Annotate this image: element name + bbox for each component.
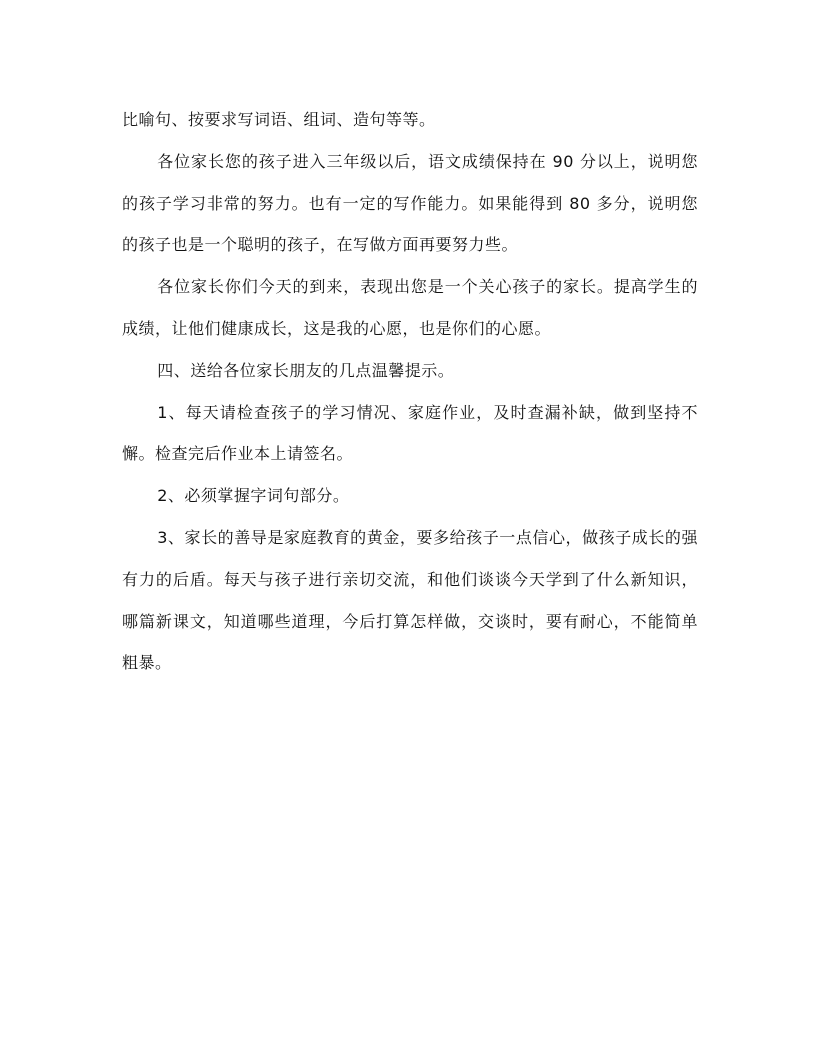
paragraph-3: 各位家长你们今天的到来，表现出您是一个关心孩子的家长。提高学生的成绩，让他们健康成长，这是我的心愿，也是你们的心愿。 (122, 277, 698, 338)
section-heading-4: 四、送给各位家长朋友的几点温馨提示。 (157, 360, 455, 380)
paragraph-1: 比喻句、按要求写词语、组词、造句等等。 (122, 110, 436, 129)
paragraph-2: 各位家长您的孩子进入三年级以后，语文成绩保持在 90 分以上，说明您的孩子学习非常的努力。也有一定的写作能力。如果能得到 80 多分，说明您的孩子也是一个聪明的孩子，在写做方面再要努力些。 (122, 151, 698, 255)
tip-2: 2、必须掌握字词句部分。 (157, 486, 350, 506)
tip-1: 1、每天请检查孩子的学习情况、家庭作业，及时查漏补缺，做到坚持不懈。检查完后作业本上请签名。 (122, 402, 698, 464)
tip-3: 3、家长的善导是家庭教育的黄金，要多给孩子一点信心，做孩子成长的强有力的后盾。每天与孩子进行亲切交流，和他们谈谈今天学到了什么新知识，哪篇新课文，知道哪些道理，今后打算怎样做，交谈时，要有耐心，不能简单粗暴。 (122, 527, 698, 673)
document-body (122, 99, 698, 684)
